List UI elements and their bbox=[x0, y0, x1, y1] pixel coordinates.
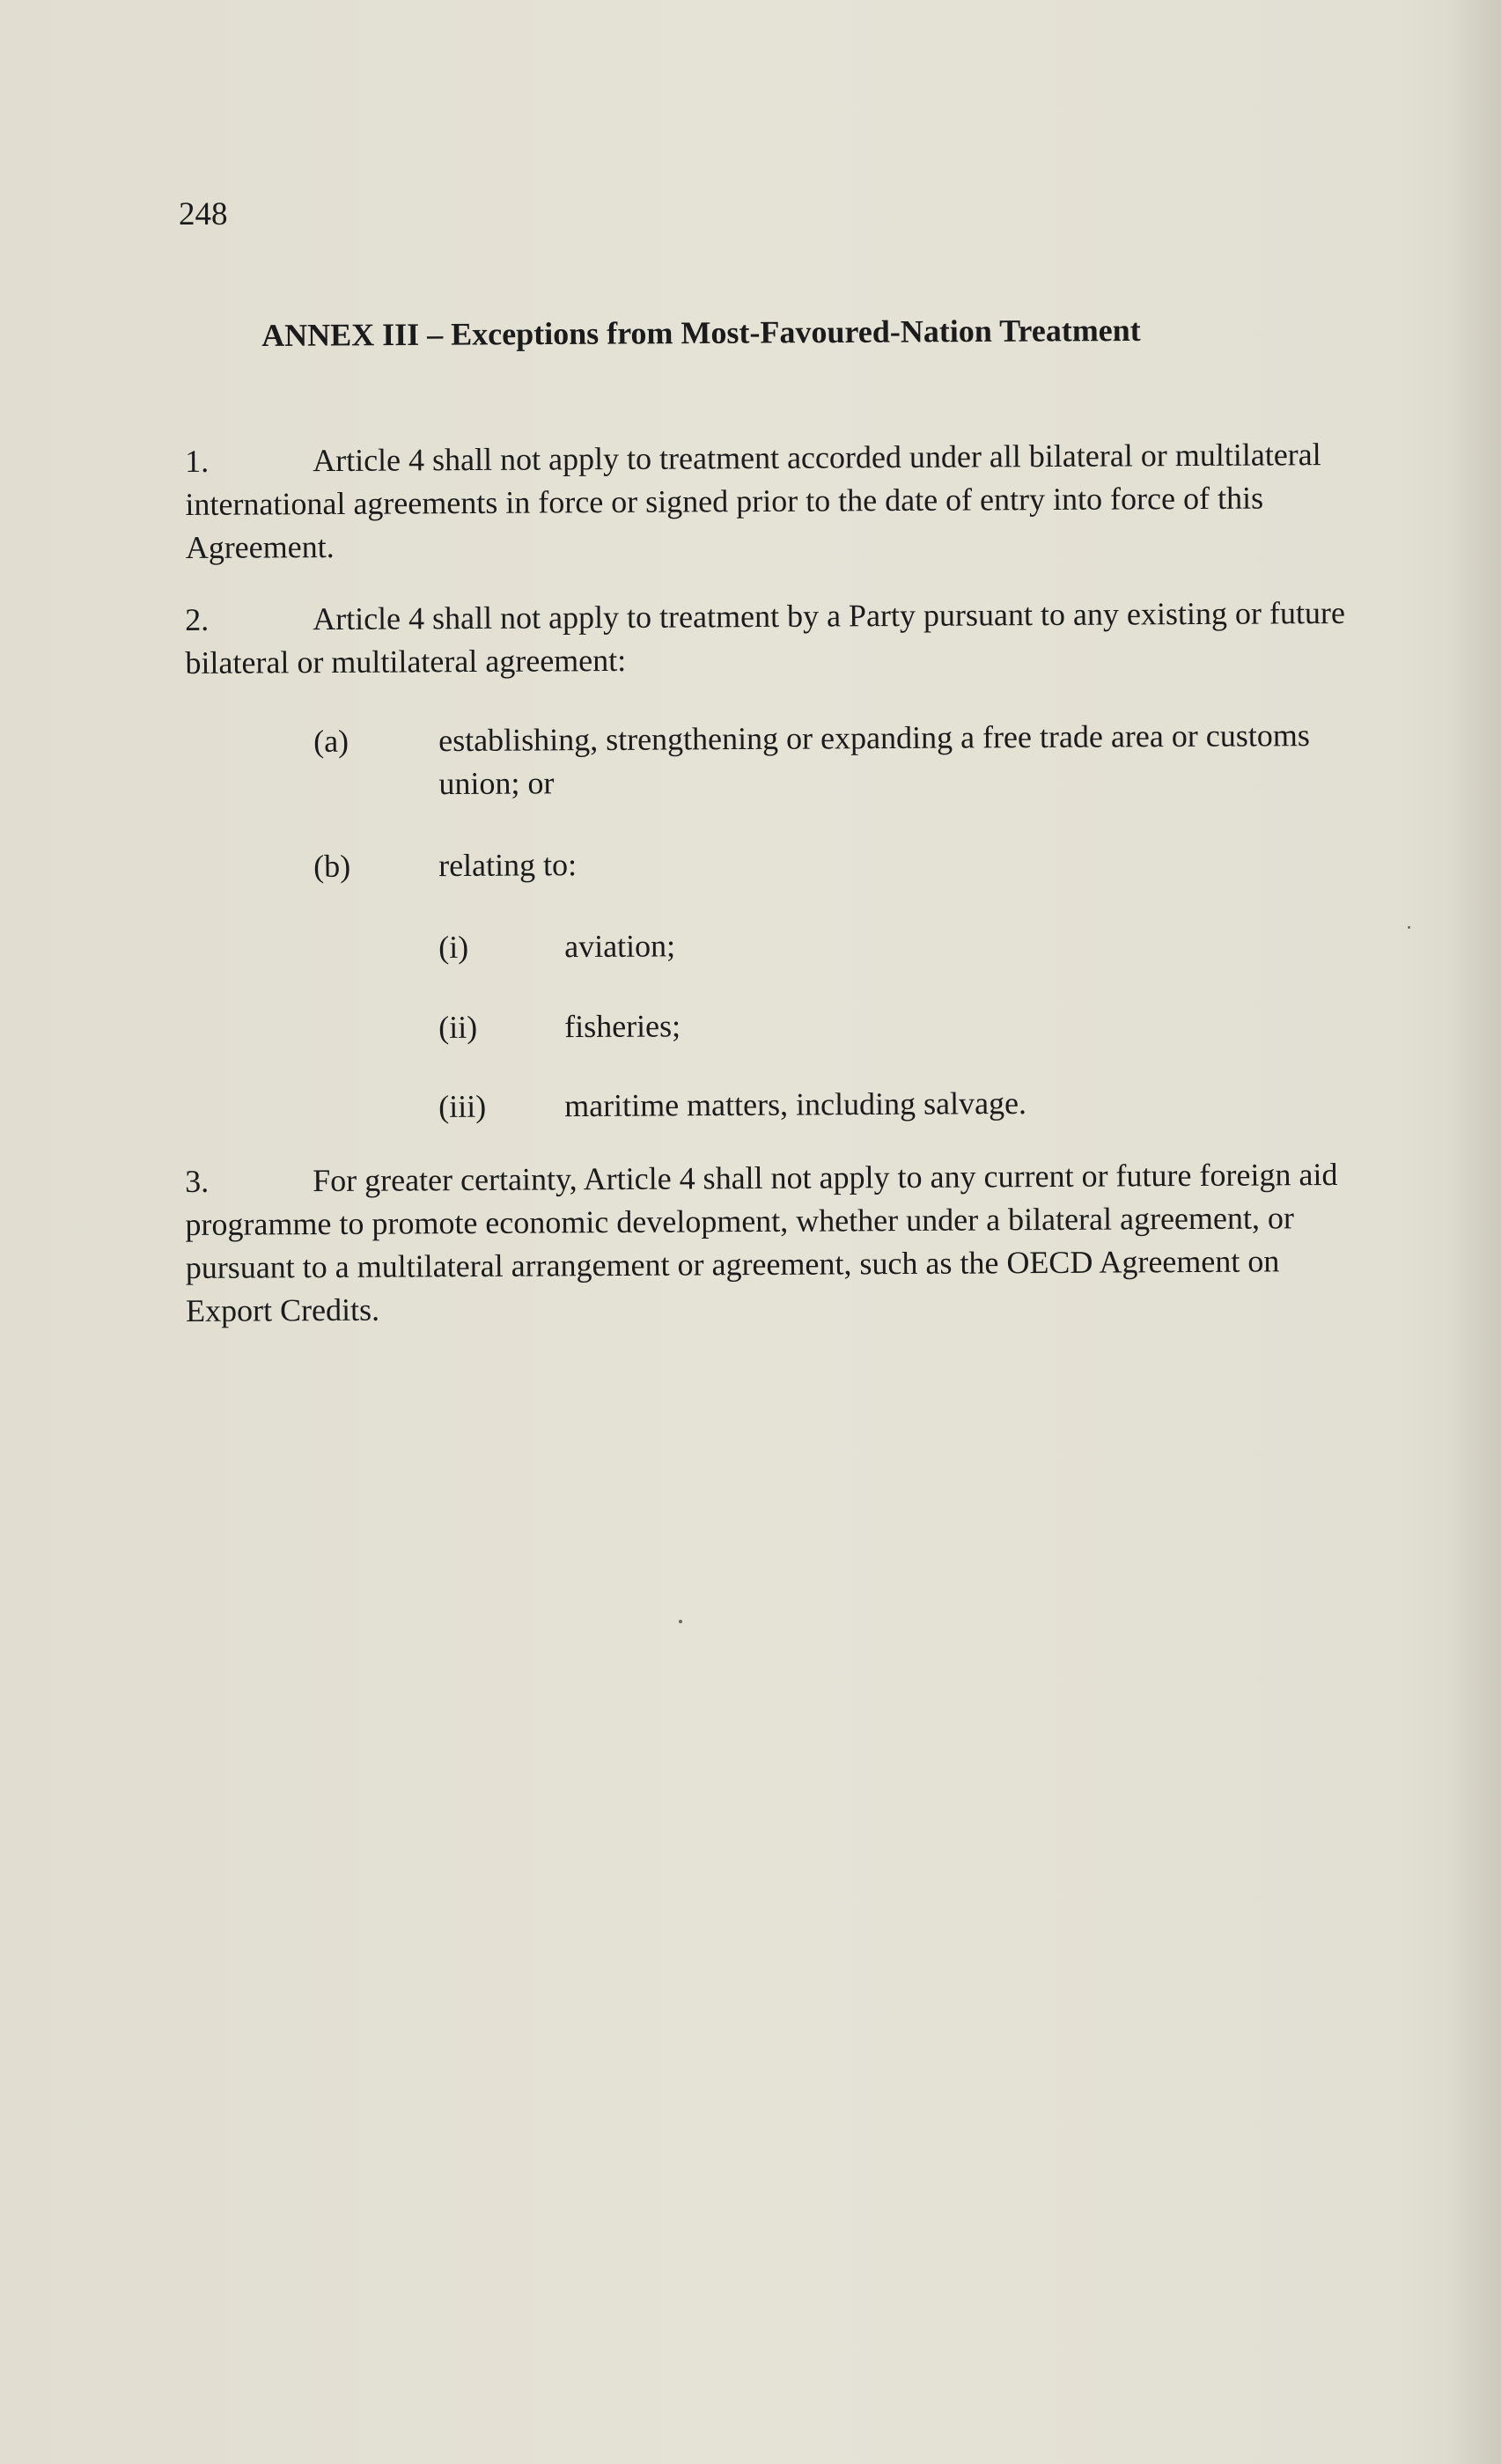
sub-item-i bbox=[438, 922, 1231, 965]
sub-item-text: fisheries; bbox=[564, 1008, 681, 1045]
paragraph-1 bbox=[185, 433, 1357, 570]
sub-item-ii bbox=[438, 1002, 1231, 1045]
list-item-text: establishing, strengthening or expanding a free trade area or customs union; or bbox=[438, 717, 1310, 802]
sub-item-iii bbox=[438, 1081, 1231, 1124]
paper-speck bbox=[1408, 926, 1410, 929]
list-item-text: relating to: bbox=[438, 847, 578, 884]
paragraph-2 bbox=[185, 592, 1357, 685]
paragraph-number: 1. bbox=[185, 443, 210, 479]
paragraph-text: Article 4 shall not apply to treatment by a Party pursuant to any existing or future bilateral or multilateral agreement: bbox=[185, 594, 1345, 680]
list-item-b bbox=[313, 839, 1326, 884]
sub-item-label: (i) bbox=[438, 929, 469, 965]
list-item-label: (b) bbox=[313, 848, 351, 884]
paragraph-number: 2. bbox=[185, 601, 210, 637]
sub-item-text: aviation; bbox=[564, 928, 676, 965]
list-item-a bbox=[313, 714, 1326, 802]
sub-item-text: maritime matters, including salvage. bbox=[564, 1085, 1027, 1124]
annex-heading: ANNEX III – Exceptions from Most-Favoured-Nation Treatment bbox=[261, 312, 1141, 353]
paragraph-3 bbox=[185, 1153, 1370, 1333]
sub-item-label: (ii) bbox=[438, 1009, 478, 1045]
paper-speck bbox=[679, 1620, 682, 1623]
page-edge-shadow bbox=[1448, 0, 1501, 2464]
paragraph-number: 3. bbox=[185, 1163, 210, 1199]
list-item-label: (a) bbox=[313, 723, 349, 759]
page-number: 248 bbox=[179, 196, 228, 232]
paragraph-text: Article 4 shall not apply to treatment accorded under all bilateral or multilateral international agreements in force or signed prior to the date of entry into force of this Agreement. bbox=[185, 437, 1321, 565]
sub-item-label: (iii) bbox=[438, 1088, 487, 1124]
paragraph-text: For greater certainty, Article 4 shall not apply to any current or future foreign aid programme to promote economic development, whether under a bilateral agreement, or pursuant to a multilateral arrangement or agreement, such as the OECD Agreement on Export Credits. bbox=[185, 1157, 1338, 1328]
